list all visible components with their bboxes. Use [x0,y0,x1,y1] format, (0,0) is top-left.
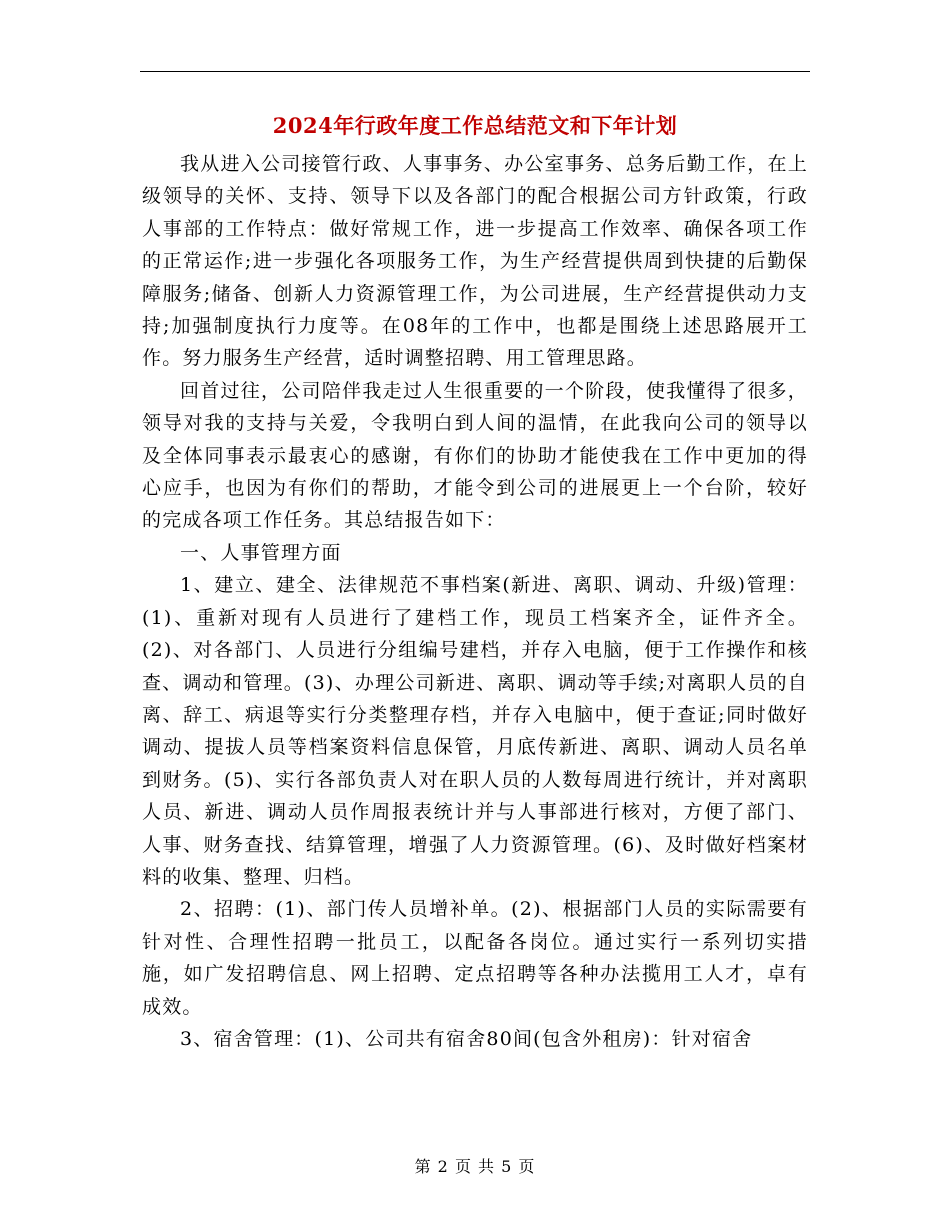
header-rule [140,71,810,72]
section-heading-personnel: 一、人事管理方面 [180,541,342,564]
paragraph-recruitment: 2、招聘：(1)、部门传人员增补单。(2)、根据部门人员的实际需要有针对性、合理性招聘一批员工，以配备各岗位。通过实行一系列切实措施，如广发招聘信息、网上招聘、定点招聘等各种办法揽用工人才，卓有成效。 [142,898,808,1018]
document-title: 2024年行政年度工作总结范文和下年计划 [272,113,678,138]
paragraph-archives: 1、建立、建全、法律规范不事档案(新进、离职、调动、升级)管理：(1)、重新对现有人员进行了建档工作，现员工档案齐全，证件齐全。(2)、对各部门、人员进行分组编号建档，并存入电脑，便于工作操作和核查、调动和管理。(3)、办理公司新进、离职、调动等手续;对离职人员的自离、辞工、病退等实行分类整理存档，并存入电脑中，便于查证;同时做好调动、提拔人员等档案资料信息保管，月底传新进、离职、调动人员名单到财务。(5)、实行各部负责人对在职人员的人数每周进行统计，并对离职人员、新进、调动人员作周报表统计并与人事部进行核对，方便了部门、人事、财务查找、结算管理，增强了人力资源管理。(6)、及时做好档案材料的收集、整理、归档。 [142,574,808,888]
paragraph-retrospect: 回首过往，公司陪伴我走过人生很重要的一个阶段，使我懂得了很多，领导对我的支持与关爱，令我明白到人间的温情，在此我向公司的领导以及全体同事表示最衷心的感谢，有你们的协助才能使我在工作中更加的得心应手，也因为有你们的帮助，才能令到公司的进展更上一个台阶，较好的完成各项工作任务。其总结报告如下： [142,379,808,532]
page-number-footer: 第 2 页 共 5 页 [414,1157,536,1176]
paragraph-dormitory: 3、宿舍管理：(1)、公司共有宿舍80间(包含外租房)：针对宿舍 [180,1027,753,1050]
document-body [142,148,808,1055]
paragraph-intro: 我从进入公司接管行政、人事事务、办公室事务、总务后勤工作，在上级领导的关怀、支持、领导下以及各部门的配合根据公司方针政策，行政人事部的工作特点：做好常规工作，进一步提高工作效率、确保各项工作的正常运作;进一步强化各项服务工作，为生产经营提供周到快捷的后勤保障服务;储备、创新人力资源管理工作，为公司进展，生产经营提供动力支持;加强制度执行力度等。在08年的工作中，也都是围绕上述思路展开工作。努力服务生产经营，适时调整招聘、用工管理思路。 [142,153,808,370]
